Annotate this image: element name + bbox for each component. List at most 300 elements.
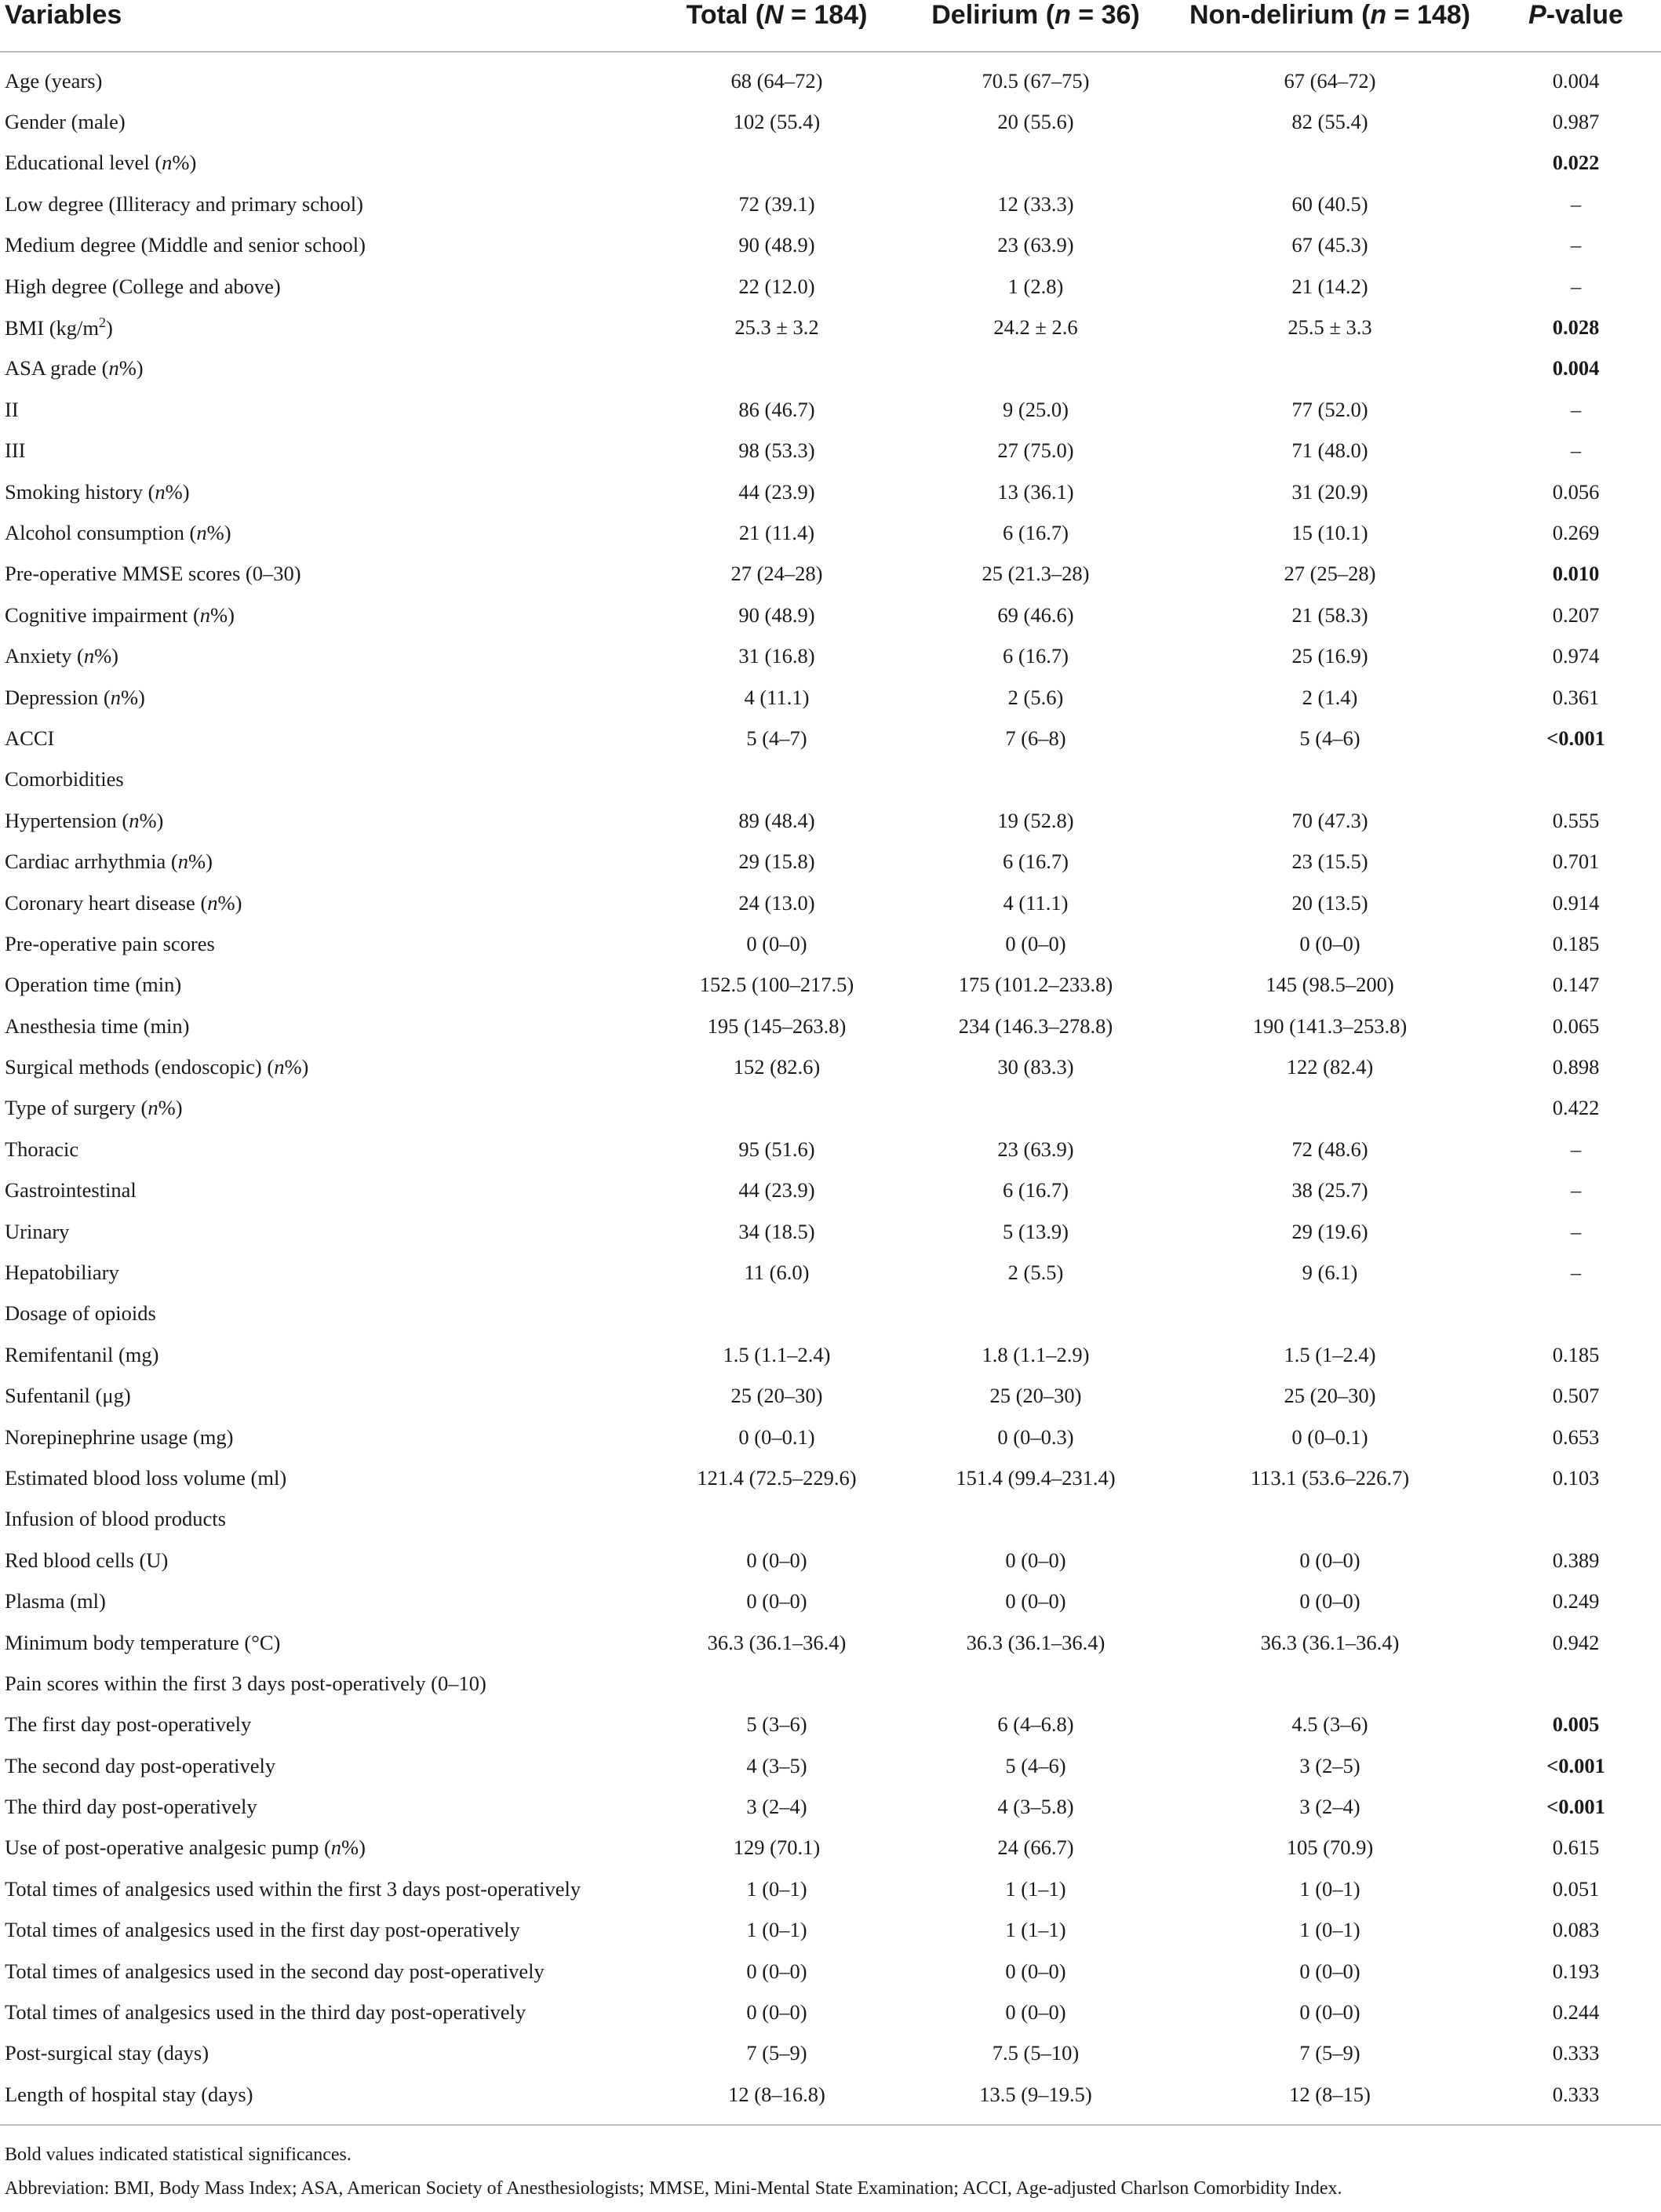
row-label: Total times of analgesics used in the third day post-operatively — [5, 2000, 526, 2025]
delirium-cell: 0 (0–0) — [1005, 1548, 1066, 1572]
non-delirium-cell — [1169, 1663, 1491, 1704]
non-delirium-cell: 36.3 (36.1–36.4) — [1260, 1630, 1400, 1654]
header-total: Total (N = 184) — [651, 0, 902, 52]
row-label: Infusion of blood products — [5, 1507, 226, 1531]
non-delirium-cell — [1169, 1499, 1491, 1540]
total-cell: 152 (82.6) — [733, 1055, 821, 1079]
non-delirium-cell: 67 (45.3) — [1291, 233, 1368, 257]
total-cell — [651, 1293, 902, 1334]
non-delirium-cell: 21 (14.2) — [1291, 274, 1368, 298]
p-value-cell: 0.987 — [1552, 110, 1600, 134]
total-cell: 4 (11.1) — [744, 685, 810, 709]
table-row — [0, 1293, 1661, 1334]
total-cell — [651, 348, 902, 389]
delirium-cell: 6 (16.7) — [1003, 850, 1069, 874]
p-value-cell: 0.010 — [1552, 562, 1600, 586]
non-delirium-cell: 122 (82.4) — [1286, 1055, 1374, 1079]
p-value-cell: – — [1570, 1137, 1582, 1161]
delirium-cell: 7.5 (5–10) — [992, 2041, 1080, 2065]
row-label: Use of post-operative analgesic pump (n%) — [5, 1835, 366, 1860]
row-label: Age (years) — [5, 68, 103, 93]
table-row — [0, 965, 1661, 1006]
row-label: Anesthesia time (min) — [5, 1013, 190, 1038]
row-label: III — [5, 438, 26, 463]
non-delirium-cell: 60 (40.5) — [1291, 191, 1368, 216]
table-row — [0, 635, 1661, 676]
p-value-cell: 0.974 — [1552, 644, 1600, 668]
delirium-cell: 0 (0–0.3) — [997, 1424, 1074, 1449]
delirium-cell: 5 (4–6) — [1005, 1753, 1066, 1777]
non-delirium-cell: 38 (25.7) — [1291, 1178, 1368, 1202]
table-row — [0, 882, 1661, 923]
total-cell: 1 (0–1) — [746, 1876, 807, 1901]
total-cell: 0 (0–0) — [746, 2000, 807, 2025]
superscript-2: 2 — [99, 315, 106, 331]
delirium-cell: 25 (21.3–28) — [982, 562, 1090, 586]
total-cell — [651, 1663, 902, 1704]
table-row — [0, 923, 1661, 964]
total-cell: 98 (53.3) — [738, 438, 815, 463]
non-delirium-cell: 20 (13.5) — [1291, 890, 1368, 915]
row-label: ACCI — [5, 726, 55, 750]
row-label: Alcohol consumption (n%) — [5, 520, 231, 544]
p-value-cell: 0.942 — [1552, 1630, 1600, 1654]
total-cell: 121.4 (72.5–229.6) — [697, 1465, 857, 1490]
n-symbol: n — [108, 356, 119, 380]
non-delirium-cell: 23 (15.5) — [1291, 850, 1368, 874]
p-value-cell: 0.004 — [1552, 356, 1600, 380]
row-label: Cognitive impairment (n%) — [5, 602, 235, 627]
total-cell: 29 (15.8) — [738, 850, 815, 874]
p-value-cell: <0.001 — [1546, 1753, 1605, 1777]
p-value-cell: 0.361 — [1552, 685, 1600, 709]
non-delirium-cell: 7 (5–9) — [1299, 2041, 1360, 2065]
total-cell: 0 (0–0) — [746, 1548, 807, 1572]
table-row — [0, 184, 1661, 224]
p-value-cell — [1491, 1499, 1661, 1540]
table-row — [0, 1457, 1661, 1498]
delirium-cell: 5 (13.9) — [1003, 1219, 1069, 1243]
table-row — [0, 266, 1661, 307]
row-label: Remifentanil (mg) — [5, 1342, 159, 1366]
row-label: The third day post-operatively — [5, 1795, 257, 1819]
delirium-cell: 1 (2.8) — [1007, 274, 1064, 298]
p-value-cell: 0.193 — [1552, 1959, 1600, 1983]
non-delirium-cell: 9 (6.1) — [1302, 1261, 1358, 1285]
non-delirium-cell: 1.5 (1–2.4) — [1284, 1342, 1376, 1366]
delirium-cell: 1.8 (1.1–2.9) — [982, 1342, 1090, 1366]
p-value-cell: 0.185 — [1552, 1342, 1600, 1366]
row-label: Surgical methods (endoscopic) (n%) — [5, 1055, 309, 1079]
delirium-cell: 9 (25.0) — [1003, 397, 1069, 421]
non-delirium-cell — [1169, 1088, 1491, 1129]
n-symbol: n — [330, 1835, 342, 1860]
total-cell: 31 (16.8) — [738, 644, 815, 668]
total-cell: 102 (55.4) — [733, 110, 821, 134]
non-delirium-cell: 21 (58.3) — [1291, 602, 1368, 627]
row-label: Dosage of opioids — [5, 1301, 156, 1326]
total-cell: 12 (8–16.8) — [728, 2082, 825, 2106]
total-cell: 5 (3–6) — [746, 1712, 807, 1737]
p-value-cell: 0.701 — [1552, 850, 1600, 874]
row-label: Hypertension (n%) — [5, 808, 164, 832]
p-value-cell: – — [1570, 397, 1582, 421]
delirium-cell: 1 (1–1) — [1005, 1876, 1066, 1901]
row-label: Type of surgery (n%) — [5, 1096, 183, 1120]
p-value-cell: 0.147 — [1552, 973, 1600, 997]
row-label: Depression (n%) — [5, 685, 145, 709]
total-cell: 68 (64–72) — [730, 68, 823, 93]
table-row — [0, 1252, 1661, 1293]
total-cell: 25.3 ± 3.2 — [734, 315, 819, 340]
row-label: II — [5, 397, 19, 421]
total-cell: 0 (0–0) — [746, 931, 807, 955]
delirium-cell: 1 (1–1) — [1005, 1918, 1066, 1942]
p-value-cell: <0.001 — [1546, 726, 1605, 750]
row-label: Total times of analgesics used within the first 3 days post-operatively — [5, 1876, 581, 1901]
row-label: BMI $(kg/m^2)$ — [5, 315, 113, 340]
total-cell: 11 (6.0) — [744, 1261, 810, 1285]
row-label: Low degree (Illiteracy and primary school) — [5, 191, 363, 216]
non-delirium-cell: 1 (0–1) — [1299, 1876, 1360, 1901]
n-symbol: n — [162, 151, 173, 175]
p-value-cell: 0.507 — [1552, 1384, 1600, 1408]
row-label: ASA grade (n%) — [5, 356, 144, 380]
delirium-cell: 0 (0–0) — [1005, 931, 1066, 955]
delirium-cell: 234 (146.3–278.8) — [958, 1013, 1113, 1038]
non-delirium-cell: 0 (0–0) — [1299, 1959, 1360, 1983]
row-label: Plasma (ml) — [5, 1589, 106, 1614]
table-row — [0, 1376, 1661, 1417]
delirium-cell: 13.5 (9–19.5) — [979, 2082, 1092, 2106]
table-row — [0, 1334, 1661, 1375]
header-non-delirium: Non-delirium (n = 148) — [1169, 0, 1491, 52]
table-row — [0, 1540, 1661, 1581]
table-row — [0, 800, 1661, 841]
n-symbol: n — [129, 808, 140, 832]
header-row — [0, 0, 1661, 52]
total-cell: 1 (0–1) — [746, 1918, 807, 1942]
total-cell: 5 (4–7) — [746, 726, 807, 750]
delirium-cell — [902, 348, 1169, 389]
table-row — [0, 1868, 1661, 1909]
non-delirium-cell: 3 (2–5) — [1299, 1753, 1360, 1777]
row-label: Comorbidities — [5, 767, 124, 791]
p-value-cell: <0.001 — [1546, 1795, 1605, 1819]
delirium-cell: 70.5 (67–75) — [982, 68, 1090, 93]
delirium-cell — [902, 1499, 1169, 1540]
table-row — [0, 1170, 1661, 1211]
total-cell: 0 (0–0) — [746, 1589, 807, 1614]
row-label: Sufentanil (μg) — [5, 1384, 131, 1408]
non-delirium-cell — [1169, 143, 1491, 184]
header-delirium: Delirium (n = 36) — [902, 0, 1169, 52]
row-label: Anxiety (n%) — [5, 644, 118, 668]
table-row — [0, 1499, 1661, 1540]
total-cell — [651, 1088, 902, 1129]
p-value-cell: 0.555 — [1552, 808, 1600, 832]
row-label: Pre-operative MMSE scores (0–30) — [5, 562, 301, 586]
row-label: High degree (College and above) — [5, 274, 281, 298]
row-label: Urinary — [5, 1219, 70, 1243]
p-value-cell: 0.185 — [1552, 931, 1600, 955]
non-delirium-cell — [1169, 759, 1491, 800]
n-symbol: n — [148, 1096, 158, 1120]
p-value-cell: 0.207 — [1552, 602, 1600, 627]
delirium-cell: 12 (33.3) — [997, 191, 1074, 216]
header-variables: Variables — [0, 0, 651, 52]
table-row — [0, 677, 1661, 718]
delirium-cell: 13 (36.1) — [997, 479, 1074, 504]
non-delirium-cell: 12 (8–15) — [1289, 2082, 1371, 2106]
table-row — [0, 1786, 1661, 1827]
table-row — [0, 1704, 1661, 1745]
table-row — [0, 225, 1661, 266]
table-row — [0, 52, 1661, 101]
total-cell — [651, 1499, 902, 1540]
table-row — [0, 595, 1661, 635]
non-delirium-cell: 82 (55.4) — [1291, 110, 1368, 134]
table-row — [0, 1951, 1661, 1992]
delirium-cell — [902, 1293, 1169, 1334]
row-label: Thoracic — [5, 1137, 79, 1161]
total-cell: 129 (70.1) — [733, 1835, 821, 1860]
total-cell: 36.3 (36.1–36.4) — [707, 1630, 847, 1654]
delirium-cell: 36.3 (36.1–36.4) — [966, 1630, 1106, 1654]
non-delirium-cell: 1 (0–1) — [1299, 1918, 1360, 1942]
table-row — [0, 307, 1661, 347]
table-row — [0, 389, 1661, 430]
delirium-cell — [902, 1663, 1169, 1704]
n-symbol: n — [83, 644, 95, 668]
total-cell: 152.5 (100–217.5) — [699, 973, 854, 997]
table-row — [0, 471, 1661, 512]
p-value-cell: 0.004 — [1552, 68, 1600, 93]
p-value-cell — [1491, 1293, 1661, 1334]
table-row — [0, 1828, 1661, 1868]
row-label: Norepinephrine usage (mg) — [5, 1424, 234, 1449]
delirium-cell: 23 (63.9) — [997, 233, 1074, 257]
delirium-cell: 25 (20–30) — [989, 1384, 1082, 1408]
total-cell: 0 (0–0.1) — [738, 1424, 815, 1449]
total-cell: 4 (3–5) — [746, 1753, 807, 1777]
delirium-cell: 0 (0–0) — [1005, 2000, 1066, 2025]
p-value-cell: 0.653 — [1552, 1424, 1600, 1449]
row-label: Operation time (min) — [5, 973, 182, 997]
row-label: Pre-operative pain scores — [5, 931, 215, 955]
delirium-cell: 30 (83.3) — [997, 1055, 1074, 1079]
non-delirium-cell — [1169, 348, 1491, 389]
p-value-cell: 0.022 — [1552, 151, 1600, 175]
delirium-cell: 2 (5.5) — [1007, 1261, 1064, 1285]
table-row — [0, 1211, 1661, 1252]
header-p-value: P-value — [1491, 0, 1661, 52]
total-cell: 1.5 (1.1–2.4) — [723, 1342, 831, 1366]
p-value-cell: 0.914 — [1552, 890, 1600, 915]
total-cell: 7 (5–9) — [746, 2041, 807, 2065]
table-row — [0, 841, 1661, 882]
total-cell: 25 (20–30) — [730, 1384, 823, 1408]
delirium-cell: 4 (11.1) — [1003, 890, 1069, 915]
delirium-cell: 175 (101.2–233.8) — [958, 973, 1113, 997]
delirium-cell: 6 (16.7) — [1003, 1178, 1069, 1202]
non-delirium-cell: 190 (141.3–253.8) — [1252, 1013, 1408, 1038]
non-delirium-cell: 3 (2–4) — [1299, 1795, 1360, 1819]
total-cell: 34 (18.5) — [738, 1219, 815, 1243]
delirium-cell: 0 (0–0) — [1005, 1589, 1066, 1614]
total-cell: 27 (24–28) — [730, 562, 823, 586]
row-label: Pain scores within the first 3 days post-operatively (0–10) — [5, 1671, 486, 1695]
p-value-cell: 0.615 — [1552, 1835, 1600, 1860]
row-label: Cardiac arrhythmia (n%) — [5, 850, 213, 874]
row-label: Hepatobiliary — [5, 1261, 119, 1285]
delirium-cell: 6 (16.7) — [1003, 520, 1069, 544]
p-value-cell: – — [1570, 438, 1582, 463]
n-symbol: n — [199, 602, 211, 627]
non-delirium-cell: 0 (0–0) — [1299, 2000, 1360, 2025]
non-delirium-cell: 70 (47.3) — [1291, 808, 1368, 832]
total-cell — [651, 759, 902, 800]
table-row — [0, 1910, 1661, 1951]
n-symbol: n — [155, 479, 166, 504]
delirium-cell: 151.4 (99.4–231.4) — [956, 1465, 1116, 1490]
table-row — [0, 1663, 1661, 1704]
total-cell: 44 (23.9) — [738, 1178, 815, 1202]
non-delirium-cell: 25 (20–30) — [1284, 1384, 1376, 1408]
delirium-cell: 2 (5.6) — [1007, 685, 1064, 709]
n-symbol: n — [274, 1055, 285, 1079]
non-delirium-cell: 5 (4–6) — [1299, 726, 1360, 750]
p-value-cell: 0.898 — [1552, 1055, 1600, 1079]
row-label: Length of hospital stay (days) — [5, 2082, 253, 2106]
delirium-cell: 24.2 ± 2.6 — [993, 315, 1078, 340]
non-delirium-cell: 67 (64–72) — [1284, 68, 1376, 93]
table-row — [0, 718, 1661, 759]
total-cell: 0 (0–0) — [746, 1959, 807, 1983]
row-label: Coronary heart disease (n%) — [5, 890, 242, 915]
delirium-cell: 6 (4–6.8) — [997, 1712, 1074, 1737]
table-row — [0, 554, 1661, 595]
non-delirium-cell: 25 (16.9) — [1291, 644, 1368, 668]
non-delirium-cell: 2 (1.4) — [1302, 685, 1358, 709]
total-cell: 90 (48.9) — [738, 233, 815, 257]
p-value-cell: 0.333 — [1552, 2082, 1600, 2106]
p-value-cell: 0.333 — [1552, 2041, 1600, 2065]
p-value-cell: 0.269 — [1552, 520, 1600, 544]
p-value-cell: 0.103 — [1552, 1465, 1600, 1490]
p-value-cell: 0.422 — [1552, 1096, 1600, 1120]
delirium-cell — [902, 759, 1169, 800]
p-value-cell: – — [1570, 1219, 1582, 1243]
table-row — [0, 101, 1661, 142]
table-row — [0, 431, 1661, 471]
non-delirium-cell: 0 (0–0) — [1299, 1589, 1360, 1614]
p-value-cell: – — [1570, 1178, 1582, 1202]
non-delirium-cell: 72 (48.6) — [1291, 1137, 1368, 1161]
row-label: Estimated blood loss volume (ml) — [5, 1465, 287, 1490]
row-label: Smoking history (n%) — [5, 479, 190, 504]
table-row — [0, 1046, 1661, 1087]
table-row — [0, 1417, 1661, 1457]
table-body — [0, 52, 1661, 2116]
non-delirium-cell: 71 (48.0) — [1291, 438, 1368, 463]
table-row — [0, 1088, 1661, 1129]
delirium-cell: 6 (16.7) — [1003, 644, 1069, 668]
n-symbol: n — [177, 850, 188, 874]
non-delirium-cell: 77 (52.0) — [1291, 397, 1368, 421]
p-value-cell: 0.244 — [1552, 2000, 1600, 2025]
non-delirium-cell: 29 (19.6) — [1291, 1219, 1368, 1243]
total-cell: 21 (11.4) — [738, 520, 815, 544]
table-row — [0, 759, 1661, 800]
p-value-cell: – — [1570, 274, 1582, 298]
non-delirium-cell: 113.1 (53.6–226.7) — [1250, 1465, 1410, 1490]
bold-values-note: Bold values indicated statistical significances. — [5, 2145, 352, 2165]
delirium-cell: 7 (6–8) — [1005, 726, 1066, 750]
delirium-cell: 19 (52.8) — [997, 808, 1074, 832]
non-delirium-cell: 4.5 (3–6) — [1291, 1712, 1368, 1737]
abbreviation-note: Abbreviation: BMI, Body Mass Index; ASA, American Society of Anesthesiologists; MMSE, Mini-Mental State Examination; ACCI, Age-adjusted Charlson Comorbidity Index. — [5, 2178, 1342, 2199]
table-footnotes — [0, 2124, 1661, 2212]
table-row — [0, 348, 1661, 389]
p-value-cell — [1491, 1663, 1661, 1704]
non-delirium-cell: 31 (20.9) — [1291, 479, 1368, 504]
p-value-cell: – — [1570, 1261, 1582, 1285]
table-row — [0, 143, 1661, 184]
non-delirium-cell — [1169, 1293, 1491, 1334]
total-cell: 44 (23.9) — [738, 479, 815, 504]
total-cell: 89 (48.4) — [738, 808, 815, 832]
delirium-cell: 20 (55.6) — [997, 110, 1074, 134]
row-label: Post-surgical stay (days) — [5, 2041, 209, 2065]
delirium-cell: 24 (66.7) — [997, 1835, 1074, 1860]
table-row — [0, 2033, 1661, 2074]
delirium-cell: 4 (3–5.8) — [997, 1795, 1074, 1819]
row-label: The first day post-operatively — [5, 1712, 252, 1737]
total-cell: 24 (13.0) — [738, 890, 815, 915]
n-symbol: n — [110, 685, 121, 709]
delirium-cell — [902, 1088, 1169, 1129]
p-value-cell: 0.051 — [1552, 1876, 1600, 1901]
p-value-cell: 0.249 — [1552, 1589, 1600, 1614]
total-cell: 90 (48.9) — [738, 602, 815, 627]
non-delirium-cell: 105 (70.9) — [1286, 1835, 1374, 1860]
total-cell — [651, 143, 902, 184]
row-label: Gastrointestinal — [5, 1178, 137, 1202]
row-label: Red blood cells (U) — [5, 1548, 169, 1572]
table-row — [0, 1581, 1661, 1621]
n-symbol: n — [207, 890, 218, 915]
non-delirium-cell: 0 (0–0) — [1299, 1548, 1360, 1572]
delirium-cell: 69 (46.6) — [997, 602, 1074, 627]
row-label: Minimum body temperature (°C) — [5, 1630, 281, 1654]
delirium-cell — [902, 143, 1169, 184]
delirium-cell: 27 (75.0) — [997, 438, 1074, 463]
table-row — [0, 1006, 1661, 1046]
delirium-cell: 0 (0–0) — [1005, 1959, 1066, 1983]
n-symbol: n — [196, 520, 207, 544]
row-label: Total times of analgesics used in the second day post-operatively — [5, 1959, 545, 1983]
row-label: Gender (male) — [5, 110, 126, 134]
total-cell: 72 (39.1) — [738, 191, 815, 216]
row-label: Medium degree (Middle and senior school) — [5, 233, 366, 257]
p-value-cell: 0.056 — [1552, 479, 1600, 504]
non-delirium-cell: 0 (0–0.1) — [1291, 1424, 1368, 1449]
table-row — [0, 2074, 1661, 2115]
row-label: Educational level (n%) — [5, 151, 197, 175]
p-value-cell: – — [1570, 233, 1582, 257]
table-row — [0, 1992, 1661, 2032]
